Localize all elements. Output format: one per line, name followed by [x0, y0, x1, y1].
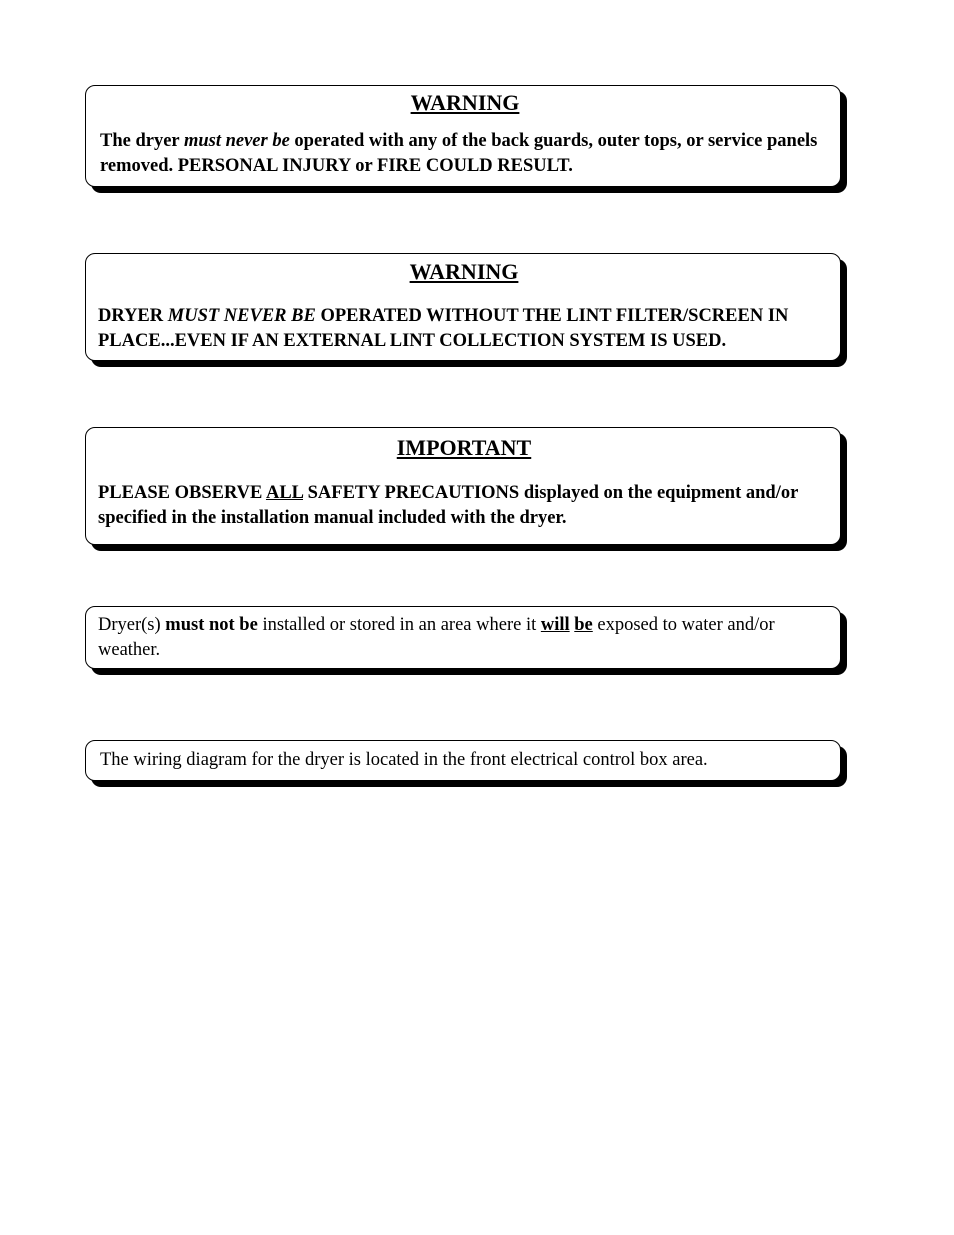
important-title: IMPORTANT [396, 435, 532, 460]
warning-text-part: DRYER [98, 306, 168, 326]
note-text-part: exposed to water and/or weather. [98, 615, 775, 660]
important-text-emphasis: ALL [265, 483, 303, 503]
note-text-emphasis: will [540, 615, 570, 635]
note-text [98, 613, 830, 663]
note-box-water-exposure [85, 606, 841, 669]
important-text [98, 481, 830, 531]
important-text-part: PLEASE OBSERVE [98, 483, 266, 503]
note-text-emphasis: be [574, 615, 593, 635]
note-box-wiring-diagram [85, 740, 841, 781]
important-text-part: SAFETY PRECAUTIONS displayed on the equipment and/or specified in the installation manual included with the dryer. [98, 483, 798, 528]
note-text: The wiring diagram for the dryer is located in the front electrical control box area. [100, 750, 708, 770]
important-box-safety-precautions [85, 427, 841, 545]
note-text-part: installed or stored in an area where it [257, 615, 541, 635]
warning-text-part: OPERATED WITHOUT THE LINT FILTER/SCREEN IN PLACE...EVEN IF AN EXTERNAL LINT COLLECTION SYSTEM IS USED. [98, 306, 789, 351]
warning-text [98, 304, 830, 354]
note-text-part: Dryer(s) [98, 615, 166, 635]
warning-text-emphasis: must never be [183, 131, 290, 151]
warning-text-part: operated with any of the back guards, outer tops, or service panels removed. PERSONAL INJURY or FIRE COULD RESULT. [100, 131, 818, 176]
warning-text-emphasis: MUST NEVER BE [167, 306, 316, 326]
warning-text [100, 129, 830, 179]
warning-title: WARNING [409, 259, 519, 284]
note-text-emphasis: must not be [165, 615, 258, 635]
warning-text-part: The dryer [100, 131, 184, 151]
warning-box-back-guards [85, 85, 841, 187]
warning-title: WARNING [410, 90, 520, 115]
warning-box-lint-filter [85, 253, 841, 361]
